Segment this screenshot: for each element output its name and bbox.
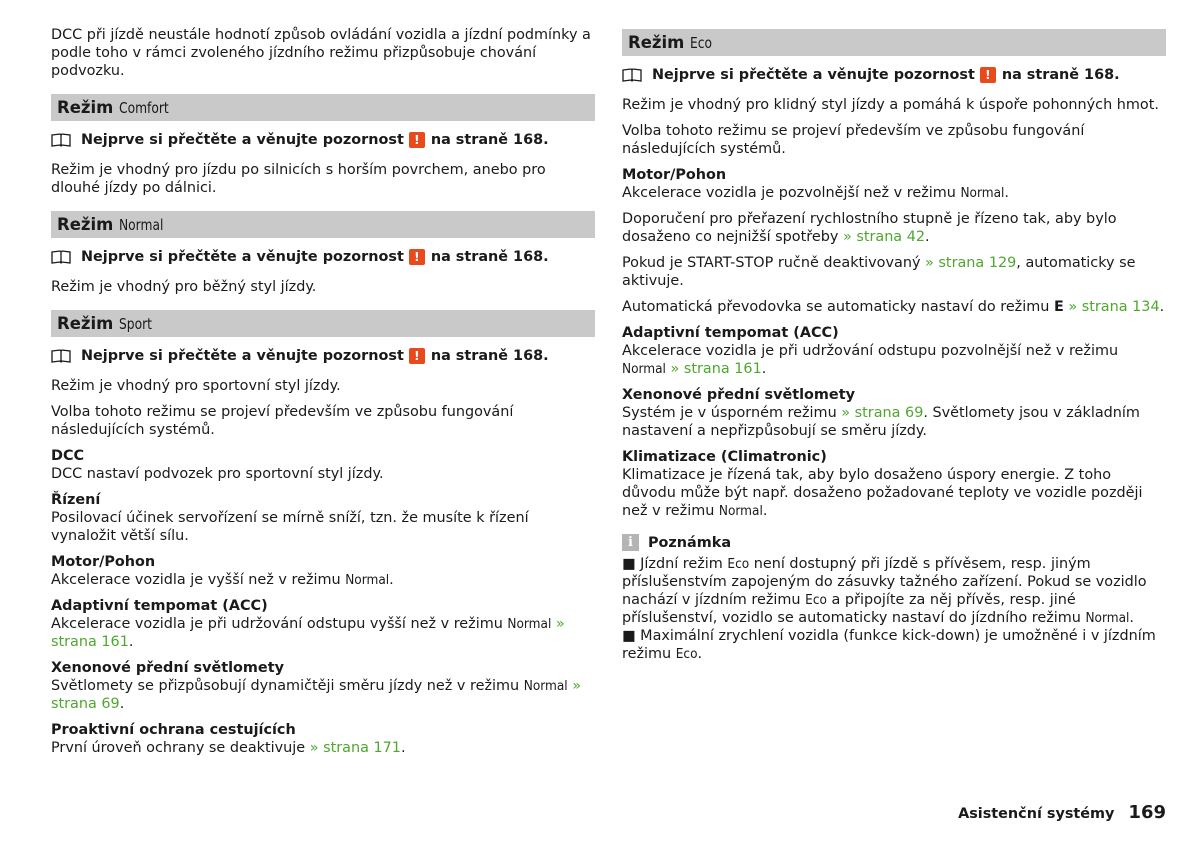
xenon-text-b: . Světlomety jsou v základním nastavení a nepřizpůsobují se směru jízdy.	[622, 405, 1140, 439]
intro-paragraph: DCC při jízdě neustále hodnotí způsob ovládání vozidla a jízdní podmínky a podle toho v rámci zvoleného jízdního režimu přizpůsobuje chování podvozku.	[51, 27, 591, 79]
comfort-description: Režim je vhodný pro jízdu po silnicích s horším povrchem, anebo pro dlouhé jízdy po dálnici.	[51, 162, 546, 196]
xenon-text-body: Světlomety se přizpůsobují dynamičtěji směru jízdy než v režimu	[51, 678, 520, 694]
note-bullet-1: ■ Jízdní režim Eco není dostupný při jízdě s přívěsem, resp. jiným příslušenstvím zapojeným do zásuvky tažného zařízení. Pokud se vozidlo nachází v jízdním režimu Eco a připojíte za něj přívěs, resp. jiné příslušenství, vozidlo se automaticky nastaví do jízdního režimu Normal.	[622, 556, 1147, 626]
shift-text-body: Doporučení pro přeřazení rychlostního stupně je řízeno tak, aby bylo dosaženo co nejnižší spotřeby	[622, 211, 1117, 245]
note-text: ■ Jízdní režim	[622, 556, 723, 572]
sport-systems-intro: Volba tohoto režimu se projeví především ve způsobu fungování následujících systémů.	[51, 404, 514, 438]
shift-recommendation-text: Doporučení pro přeřazení rychlostního stupně je řízeno tak, aby bylo dosaženo co nejnižší spotřeby » strana 42.	[622, 211, 1117, 245]
page-link[interactable]: » strana 42	[842, 229, 926, 245]
warning-icon: !	[409, 132, 425, 148]
mode-name: Eco	[675, 646, 698, 662]
mode-name: Normal	[718, 503, 763, 519]
read-first-page[interactable]: na straně 168.	[430, 249, 549, 265]
acc-text-body: Akcelerace vozidla je při udržování odstupu vyšší než v režimu	[51, 616, 503, 632]
subheading-dcc: DCC	[51, 448, 85, 464]
section-header-eco	[622, 29, 1166, 56]
warning-icon: !	[409, 249, 425, 265]
warning-icon: !	[980, 67, 996, 83]
subheading-motor: Motor/Pohon	[51, 554, 156, 570]
xenon-text-a: Systém je v úsporném režimu	[622, 405, 837, 421]
read-first-text: Nejprve si přečtěte a věnujte pozornost	[652, 67, 975, 83]
mode-name: Eco	[727, 556, 750, 572]
mode-name: Normal	[960, 185, 1005, 201]
warning-icon: !	[409, 348, 425, 364]
subheading-acc: Adaptivní tempomat (ACC)	[51, 598, 268, 614]
note-bullet-2: ■ Maximální zrychlení vozidla (funkce kick-down) je umožněné i v jízdním režimu Eco.	[622, 628, 1156, 662]
motor-text: Akcelerace vozidla je pozvolnější než v režimu Normal.	[622, 185, 1009, 201]
read-first-note	[51, 248, 595, 266]
read-first-note	[51, 347, 595, 365]
mode-name: Normal	[523, 678, 568, 694]
mode-name: Normal	[345, 572, 390, 588]
read-first-text: Nejprve si přečtěte a věnujte pozornost	[81, 249, 404, 265]
book-icon	[51, 349, 71, 363]
page-number: 169	[1128, 802, 1166, 823]
climatronic-text: Klimatizace je řízená tak, aby bylo dosaženo úspory energie. Z toho důvodu může být např. dosaženo požadované teploty ve vozidle později než v režimu Normal.	[622, 467, 1143, 519]
eco-systems-intro: Volba tohoto režimu se projeví především ve způsobu fungování následujících systémů.	[622, 123, 1085, 157]
mode-name: Normal	[1085, 610, 1130, 626]
subheading-climatronic: Klimatizace (Climatronic)	[622, 449, 827, 465]
start-stop-body-b: , automaticky se aktivuje.	[622, 255, 1136, 289]
motor-text-body: Akcelerace vozidla je vyšší než v režimu	[51, 572, 341, 588]
motor-text: Akcelerace vozidla je vyšší než v režimu Normal.	[51, 572, 394, 588]
xenon-text	[622, 404, 1166, 440]
acc-text-body: Akcelerace vozidla je při udržování odstupu pozvolnější než v režimu	[622, 343, 1119, 359]
normal-description: Režim je vhodný pro běžný styl jízdy.	[51, 279, 317, 295]
climatronic-text-body: Klimatizace je řízená tak, aby bylo dosaženo úspory energie. Z toho důvodu může být např. dosaženo požadované teploty ve vozidle později než v režimu	[622, 467, 1143, 519]
page-link[interactable]: » strana 134	[1068, 299, 1160, 315]
section-header-label: Režim	[628, 33, 685, 52]
subheading-xenon: Xenonové přední světlomety	[622, 387, 855, 403]
motor-text-body: Akcelerace vozidla je pozvolnější než v režimu	[622, 185, 956, 201]
page-link[interactable]: » strana 69	[51, 678, 582, 712]
footer-section-title: Asistenční systémy	[958, 806, 1115, 822]
info-icon: i	[622, 534, 639, 551]
note-heading	[622, 534, 1166, 551]
page-footer	[958, 802, 1166, 823]
proactive-text: První úroveň ochrany se deaktivuje » strana 171.	[51, 740, 406, 756]
start-stop-text	[622, 254, 1166, 290]
section-header-label: Režim	[57, 98, 114, 117]
section-header-mode: Normal	[119, 215, 164, 234]
steering-text: Posilovací účinek servořízení se mírně sníží, tzn. že musíte k řízení vynaložit větší sílu.	[51, 510, 529, 544]
section-header-normal	[51, 211, 595, 238]
read-first-page[interactable]: na straně 168.	[1001, 67, 1120, 83]
right-column	[622, 29, 1166, 663]
mode-name: Eco	[805, 592, 827, 608]
page-link[interactable]: » strana 161	[670, 361, 762, 377]
dcc-text: DCC nastaví podvozek pro sportovní styl jízdy.	[51, 466, 384, 482]
section-header-comfort	[51, 94, 595, 121]
section-header-label: Režim	[57, 215, 114, 234]
start-stop-body-a: Pokud je START-STOP ručně deaktivovaný	[622, 255, 921, 271]
note-text: ■ Maximální zrychlení vozidla (funkce kick-down) je umožněné i v jízdním režimu	[622, 628, 1156, 662]
acc-text: Akcelerace vozidla je při udržování odstupu pozvolnější než v režimu Normal » strana 161.	[622, 343, 1119, 377]
page-link[interactable]: » strana 129	[925, 255, 1017, 271]
read-first-note	[51, 131, 595, 149]
subheading-motor: Motor/Pohon	[622, 167, 727, 183]
left-column	[51, 26, 595, 765]
mode-name: Normal	[622, 361, 666, 377]
subheading-steering: Řízení	[51, 492, 101, 508]
read-first-text: Nejprve si přečtěte a věnujte pozornost	[81, 132, 404, 148]
read-first-note	[622, 66, 1166, 84]
read-first-text: Nejprve si přečtěte a věnujte pozornost	[81, 348, 404, 364]
read-first-page[interactable]: na straně 168.	[430, 348, 549, 364]
page-link[interactable]: » strana 171	[309, 740, 401, 756]
read-first-page[interactable]: na straně 168.	[430, 132, 549, 148]
page-link[interactable]: » strana 69	[841, 405, 924, 421]
subheading-xenon: Xenonové přední světlomety	[51, 660, 284, 676]
proactive-text-body: První úroveň ochrany se deaktivuje	[51, 740, 306, 756]
sport-description: Režim je vhodný pro sportovní styl jízdy.	[51, 378, 341, 394]
book-icon	[51, 250, 71, 264]
note-title: Poznámka	[648, 534, 732, 551]
section-header-mode: Comfort	[119, 98, 170, 117]
book-icon	[622, 68, 642, 82]
section-header-mode: Sport	[119, 314, 153, 333]
eco-description: Režim je vhodný pro klidný styl jízdy a pomáhá k úspoře pohonných hmot.	[622, 97, 1159, 113]
section-header-mode: Eco	[690, 33, 713, 52]
note-text: není dostupný při jízdě s přívěsem, resp. jiným příslušenstvím zapojeným do zásuvky tažného zařízení. Pokud se vozidlo nachází v jízdním režimu	[622, 556, 1147, 608]
subheading-proactive: Proaktivní ochrana cestujících	[51, 722, 296, 738]
xenon-text: Světlomety se přizpůsobují dynamičtěji směru jízdy než v režimu Normal » strana 69.	[51, 678, 582, 712]
page-link[interactable]: » strana 161	[51, 616, 565, 650]
section-header-label: Režim	[57, 314, 114, 333]
gear-mode-e: E	[1053, 299, 1064, 315]
acc-text: Akcelerace vozidla je při udržování odstupu vyšší než v režimu Normal » strana 161.	[51, 616, 565, 650]
mode-name: Normal	[507, 616, 552, 632]
book-icon	[51, 133, 71, 147]
subheading-acc: Adaptivní tempomat (ACC)	[622, 325, 839, 341]
note-text: a připojíte za něj přívěs, resp. jiné příslušenství, vozidlo se automaticky nastaví do jízdního režimu	[622, 592, 1081, 626]
auto-gearbox-text: Automatická převodovka se automaticky nastaví do režimu E » strana 134.	[622, 299, 1165, 315]
section-header-sport	[51, 310, 595, 337]
auto-gearbox-body: Automatická převodovka se automaticky nastaví do režimu	[622, 299, 1050, 315]
